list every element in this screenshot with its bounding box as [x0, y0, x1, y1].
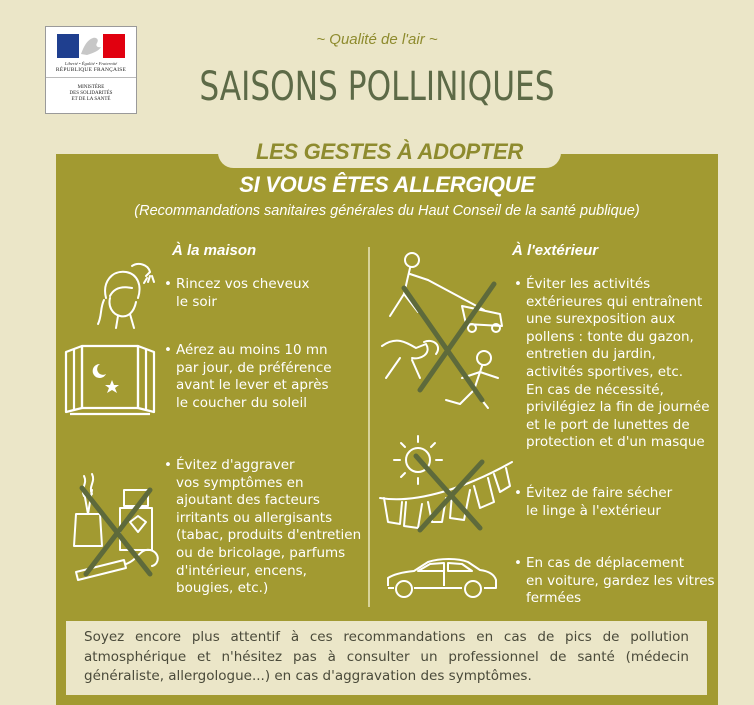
outside-item-2-text: Évitez de faire sécher le linge à l'extérieur	[526, 485, 673, 519]
logo-ministry: MINISTÈRE DES SOLIDARITÉS ET DE LA SANTÉ	[69, 85, 113, 103]
home-item-1	[164, 276, 310, 311]
laundry-sun-crossed-icon	[376, 432, 516, 540]
bullet: •	[514, 555, 522, 571]
outside-item-1-text: Éviter les activités extérieures qui entraînent une surexposition aux pollens : tonte du gazon, entretien du jardin, activités sportives, etc. En cas de nécessité, privilégiez la fin de journée et le port de lunettes de protection et d'un masque	[526, 276, 710, 451]
hair-rinse-icon	[92, 258, 162, 330]
open-window-icon	[64, 342, 156, 416]
page-title: SAISONS POLLINIQUES	[199, 64, 555, 110]
advice-note: Soyez encore plus attentif à ces recommandations en cas de pics de pollution atmosphérique et n'hésitez pas à consulter un professionnel de santé (médecin généraliste, allergologue...) en cas d'aggravation des symptômes.	[66, 621, 707, 695]
outside-item-3-text: En cas de déplacement en voiture, gardez les vitres fermées	[526, 555, 715, 607]
kicker: ~ Qualité de l'air ~	[316, 31, 438, 48]
outdoor-activities-crossed-icon	[376, 250, 512, 418]
bullet: •	[164, 342, 172, 358]
outside-heading: À l'extérieur	[512, 242, 599, 259]
logo-motto: Liberté • Égalité • Fraternité	[64, 61, 118, 66]
column-divider	[368, 247, 370, 607]
car-icon	[384, 556, 500, 600]
bullet: •	[164, 276, 172, 292]
pill-banner-text: LES GESTES À ADOPTER	[255, 139, 523, 164]
outside-item-2	[514, 485, 673, 520]
bullet: •	[164, 457, 172, 473]
bullet: •	[514, 276, 522, 292]
outside-item-3	[514, 555, 715, 608]
logo-republic: RÉPUBLIQUE FRANÇAISE	[55, 67, 127, 73]
home-item-3-text: Évitez d'aggraver vos symptômes en ajoutant des facteurs irritants ou allergisants (tabac, produits d'entretien ou de bricolage, parfums d'intérieur, encens, bougies, etc.)	[176, 457, 362, 597]
irritants-crossed-icon	[66, 468, 166, 583]
outside-item-1	[514, 276, 710, 452]
home-item-2	[164, 342, 332, 412]
home-item-3	[164, 457, 362, 598]
home-heading: À la maison	[172, 242, 257, 259]
home-item-1-text: Rincez vos cheveux le soir	[176, 276, 310, 310]
home-item-2-text: Aérez au moins 10 mn par jour, de préférence avant le lever et après le coucher du soleil	[176, 342, 332, 411]
subtitle: (Recommandations sanitaires générales du Haut Conseil de la santé publique)	[134, 203, 640, 219]
headline: SI VOUS ÊTES ALLERGIQUE	[239, 172, 535, 197]
bullet: •	[514, 485, 522, 501]
